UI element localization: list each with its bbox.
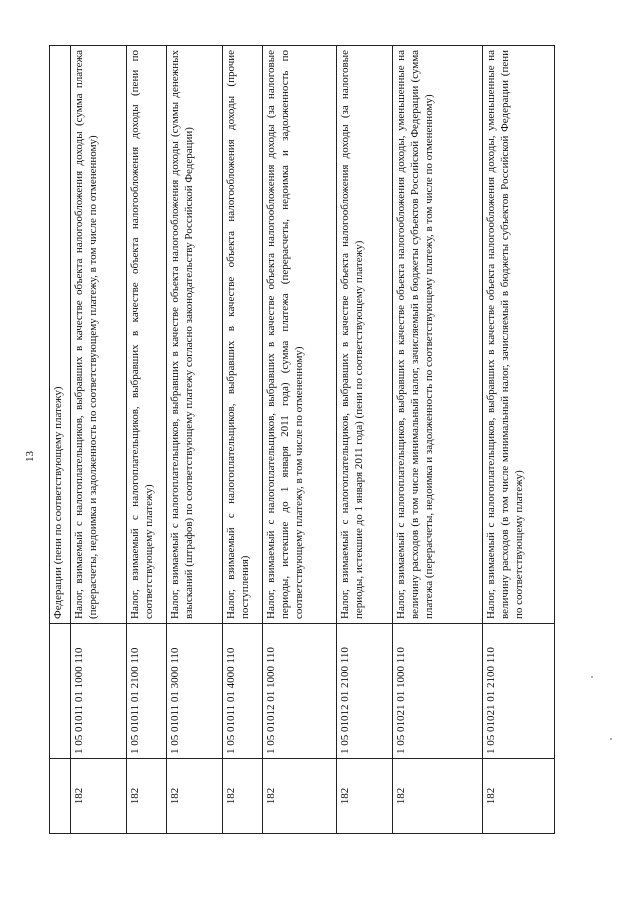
empty-cell xyxy=(50,624,71,759)
table-row xyxy=(167,46,223,834)
kbk-cell: 1 05 01021 01 2100 110 xyxy=(483,624,555,759)
kbk-cell: 1 05 01011 01 3000 110 xyxy=(167,624,223,759)
table-row xyxy=(337,46,393,834)
admin-code-cell: 182 xyxy=(167,759,223,834)
admin-code-cell: 182 xyxy=(71,759,127,834)
table-row-continuation xyxy=(50,46,71,834)
table-row xyxy=(71,46,127,834)
table-row xyxy=(483,46,555,834)
admin-code-cell: 182 xyxy=(263,759,337,834)
admin-code-cell: 182 xyxy=(337,759,393,834)
admin-code-cell: 182 xyxy=(393,759,483,834)
admin-code-cell: 182 xyxy=(127,759,167,834)
name-cell: Налог, взимаемый с налогоплательщиков, выбравших в качестве объекта налогообложения доходы (суммы денежных взысканий (штрафов) по соответствующему платежу согласно законодательству Российской Федерации) xyxy=(167,46,223,624)
table-row xyxy=(127,46,167,834)
continuation-text: Федерации (пени по соответствующему платежу) xyxy=(50,46,71,624)
kbk-cell: 1 05 01011 01 4000 110 xyxy=(223,624,263,759)
kbk-cell: 1 05 01011 01 1000 110 xyxy=(71,624,127,759)
table-row xyxy=(263,46,337,834)
kbk-cell: 1 05 01011 01 2100 110 xyxy=(127,624,167,759)
kbk-cell: 1 05 01021 01 1000 110 xyxy=(393,624,483,759)
page-number: 13 xyxy=(24,451,36,462)
empty-cell xyxy=(50,759,71,834)
budget-codes-table xyxy=(49,45,555,834)
name-cell: Налог, взимаемый с налогоплательщиков, выбравших в качестве объекта налогообложения доходы, уменьшенные на величину расходов (в том числе минимальный налог, зачисляемый в бюджеты субъектов Российской Федерации (сумма платежа (перерасчеты, недоимка и задолженность по соответствующему платежу, в том числе по отмененному) xyxy=(393,46,483,624)
table-row xyxy=(223,46,263,834)
name-cell: Налог, взимаемый с налогоплательщиков, выбравших в качестве объекта налогообложения доходы (пени по соответствующему платежу) xyxy=(127,46,167,624)
name-cell: Налог, взимаемый с налогоплательщиков, выбравших в качестве объекта налогообложения доходы (прочие поступления) xyxy=(223,46,263,624)
name-cell: Налог, взимаемый с налогоплательщиков, выбравших в качестве объекта налогообложения доходы (за налоговые периоды, истекшие до 1 января 2011 года) (сумма платежа (перерасчеты, недоимка и задолженность по соответствующему платежу, в том числе по отмененному) xyxy=(263,46,337,624)
name-cell: Налог, взимаемый с налогоплательщиков, выбравших в качестве объекта налогообложения доходы, уменьшенные на величину расходов (в том числе минимальный налог, зачисляемый в бюджеты субъектов Российской Федерации (пени по соответствующему платежу) xyxy=(483,46,555,624)
kbk-cell: 1 05 01012 01 1000 110 xyxy=(263,624,337,759)
scan-speck xyxy=(591,676,593,678)
name-cell: Налог, взимаемый с налогоплательщиков, выбравших в качестве объекта налогообложения доходы (сумма платежа (перерасчеты, недоимка и задолженность по соответствующему платежу, в том числе по отмененному) xyxy=(71,46,127,624)
table-row xyxy=(393,46,483,834)
admin-code-cell: 182 xyxy=(223,759,263,834)
name-cell: Налог, взимаемый с налогоплательщиков, выбравших в качестве объекта налогообложения доходы (за налоговые периоды, истекшие до 1 января 2011 года) (пени по соответствующему платежу) xyxy=(337,46,393,624)
kbk-cell: 1 05 01012 01 2100 110 xyxy=(337,624,393,759)
rotated-table-container xyxy=(49,46,527,834)
admin-code-cell: 182 xyxy=(483,759,555,834)
scan-speck xyxy=(610,738,612,740)
